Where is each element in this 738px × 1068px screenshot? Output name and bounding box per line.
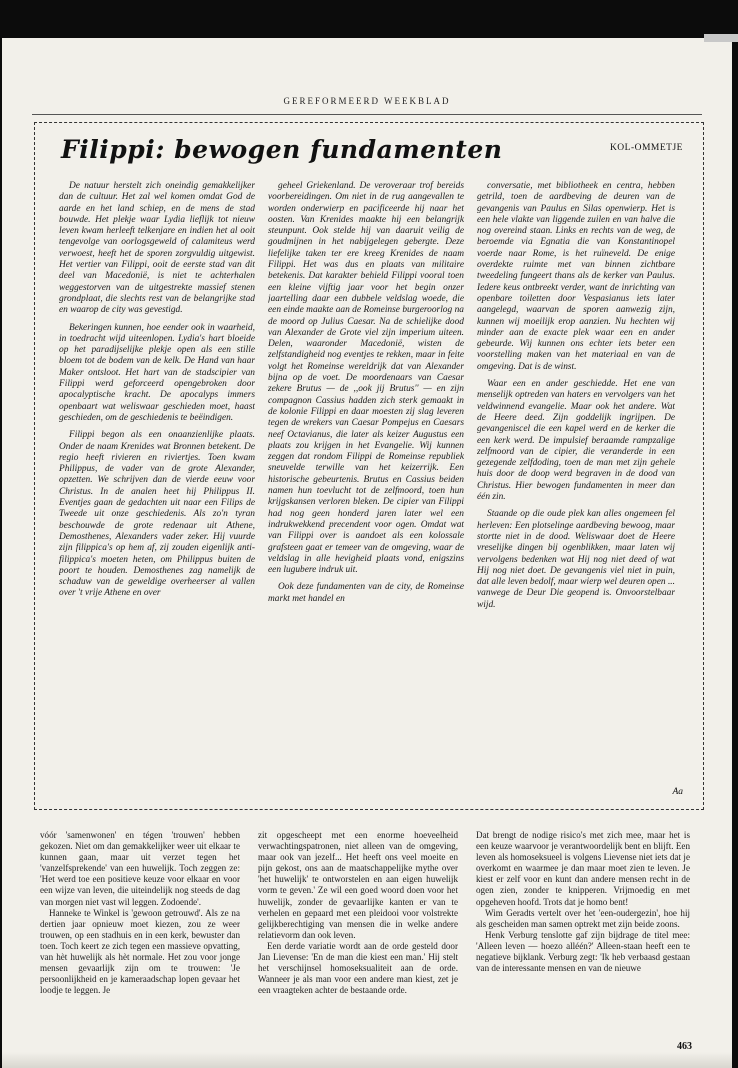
box-column-1 bbox=[59, 181, 255, 806]
rubric-label: KOL-OMMETJE bbox=[609, 143, 683, 153]
magazine-page bbox=[2, 38, 732, 1068]
paragraph: vóór 'samenwonen' en tégen 'trouwen' hebben gekozen. Niet om dan gemakkelijker weer uit elkaar te kunnen gaan, maar uit verzet tegen het 'vanzelfsprekende' van een huwelijk. Toch zeggen ze: 'Het werd toe een positieve keuze voor elkaar en voor een wijze van leven, die uiteindelijk nog steeds de dag van morgen niet vast wil leggen. Zodoende'. bbox=[40, 830, 240, 907]
box-column-3 bbox=[477, 181, 675, 806]
lower-column-3 bbox=[476, 830, 690, 1030]
paragraph: zit opgescheept met een enorme hoeveelheid verwachtingspatronen, niet alleen van de omgeving, maar ook van jezelf... Het heeft ons veel moeite en pijn gekost, ons aan de maatschappelijke mythe over 'het huwelijk' te ontworstelen en aan eigen huwelijk vorm te geven.' Ze wil een goed woord doen voor het huwelijk, zonder de gevaarlijke kanten er van te verhelen en gepaard met een pleidooi voor volstrekte gelijkberechtiging van mensen die in welke andere relatievorm dan ook leven. bbox=[258, 830, 458, 940]
page-edge-shadow bbox=[2, 1052, 732, 1068]
paragraph: Waar een en ander geschiedde. Het ene van menselijk optreden van haters en vervolgers van het veldwinnend evangelie. Maar ook het andere. Wat de Heere deed. Zijn goddelijk ingrijpen. De gevangeniscel die een kapel werd en de kerker die een kerk werd. De impulsief beraamde rampzalige zelfmoord van de cipier, die veranderde in een gezegende zelfdoding, toen de man met zijn gehele huis door de doop werd begraven in de dood van Christus. Hier bewogen fundamenten in meer dan één zin. bbox=[477, 379, 675, 503]
header-rule bbox=[32, 114, 702, 115]
paragraph: Henk Verburg tenslotte gaf zijn bijdrage de titel mee: 'Alleen leven — hoezo alléén?' Alleen-staan heeft een te negatieve bijklank. Verburg zegt: 'Ik heb verbaasd gestaan van de interessante mensen en van de nieuwe bbox=[476, 929, 690, 974]
column-box bbox=[34, 122, 704, 810]
article-title: Filippi: bewogen fundamenten bbox=[61, 135, 503, 164]
paragraph: Bekeringen kunnen, hoe eender ook in waarheid, in toedracht wijd uiteenlopen. Lydia's hart bloeide op het paradijselijke plekje open als een stille bloem tot de bodem van de kelk. De Hand van haar Maker ontsloot. Het hart van de stadscipier van Filippi werd geforceerd opengebroken door apocalyptische kracht. De apocalyps immers openbaart wat weliswaar geschieden moet, haast geschieden, om de geschiedenis te beëindigen. bbox=[59, 322, 255, 423]
box-column-2 bbox=[268, 181, 464, 806]
paragraph: De natuur herstelt zich oneindig gemakkelijker dan de cultuur. Het zal wel komen omdat God de aarde en het land schiep, en de mens de stad bouwde. Het plekje waar Lydia lieflijk tot nieuw leven kwam herleeft telkenjare en indien het al ooit tengevolge van oorlogsgeweld of calamiteus werd verwoest, heeft het de sporen zorgvuldig uitgewist. Het vertier van Filippi, ooit de eerste stad van dit deel van Macedonië, is niet te achterhalen weggestorven van de uitgestrekte massief stenen grondplaat, die slechts rest van de belangrijke stad en waarop de city was gevestigd. bbox=[59, 181, 255, 316]
paragraph: Ook deze fundamenten van de city, de Romeinse markt met handel en bbox=[268, 582, 464, 604]
paragraph: Staande op die oude plek kan alles ongemeen fel herleven: Een plotselinge aardbeving bewoog, maar stortte niet in de dood. Weliswaar doet de Heere vreselijke dingen bij ogenblikken, maar laten wij vervolgens bedenken wat Hij nog niet deed of wat Hij nog niet doet. De gevangenis viel niet in puin, dat alle leven bedolf, maar wierp wel deuren open ... vanwege de Deur Die geopend is. Onvoorstelbaar wijd. bbox=[477, 509, 675, 610]
paragraph: Filippi begon als een onaanzienlijke plaats. Onder de naam Krenides wat Bronnen betekent. De regio heeft rivieren en riviertjes. Toen kwam Philippus, de vader van de grote Alexander, opzetten. We schrijven dan de vierde eeuw voor Christus. In de analen heet hij Philippus II. Eventjes gaan de gedachten uit naar een Filips de Tweede uit onze geschiedenis. Als zo'n tyran beschouwde de grote redenaar uit Athene, Demosthenes, Alexanders vader zeker. Hij vuurde zijn filippica's op hem af, zij zouden eigenlijk anti-filippica's moeten heten, om Philippus buiten de poort te houden. Demosthenes zag namelijk de schaduw van de geweldige overheerser al vallen over 't vrije Athene en over bbox=[59, 430, 255, 599]
paragraph: Dat brengt de nodige risico's met zich mee, maar het is een keuze waarvoor je verantwoordelijk bent en blijft. Een leven als homoseksueel is volgens Lievense niet iets dat je overkomt en waarmee je dan maar moet zien te leven. Je kiest er zelf voor en kunt dan andere mensen recht in de ogen zien, zonder te knipperen. Vrijmoedig en met opgeheven hoofd. Trots dat je homo bent! bbox=[476, 830, 690, 907]
lower-column-2 bbox=[258, 830, 458, 1030]
author-signature: Aa bbox=[672, 787, 683, 797]
paragraph: Hanneke te Winkel is 'gewoon getrouwd'. Als ze na dertien jaar opnieuw moet kiezen, zou ze weer trouwen, op een stadhuis en in een kerk, bewuster dan toen. Toch keert ze zich tegen een massieve opvatting, van hèt huwelijk als hèt normale. Het zou voor jonge mensen gevaarlijk zijn om te trouwen: 'Je persoonlijkheid en je kameraadschap lopen gevaar het loodje te leggen. Je bbox=[40, 907, 240, 996]
paragraph: Wim Geradts vertelt over het 'een-oudergezin', hoe hij als gescheiden man samen optrekt met zijn beide zoons. bbox=[476, 907, 690, 929]
paragraph: Een derde variatie wordt aan de orde gesteld door Jan Lievense: 'En de man die kiest een man.' Hij stelt het verschijnsel homoseksualiteit aan de orde. Wanneer je als man voor een andere man kiest, zet je een vraagteken achter de bestaande orde. bbox=[258, 940, 458, 996]
running-head: GEREFORMEERD WEEKBLAD bbox=[283, 96, 451, 106]
scan-corner-mark bbox=[704, 34, 738, 42]
lower-column-1 bbox=[40, 830, 240, 1030]
paragraph: geheel Griekenland. De veroveraar trof bereids voorbereidingen. Om niet in de rug aangevallen te worden onderwierp en pacificeerde hij naar het oosten. Van Krenides maakte hij een belangrijk steunpunt. Ook stelde hij van daaruit veilig de goudmijnen in het nabijgelegen gebergte. Deze liefelijke taken ter ere kreeg Krenides de naam Filippi. Het was dus en plaats van militaire betekenis. Dat karakter behield Filippi vooral toen een kleine vijftig jaar voor het begin onzer jaartelling daar een dubbele veldslag woede, die een einde maakte aan de Romeinse burgeroorlog na de moord op Julius Caesar. Na de schielijke dood van Alexander de Grote viel zijn imperium uiteen. Delen, waaronder Macedonië, wisten de zelfstandigheid nog eventjes te rekken, maar in feite volgt het Romeinse wereldrijk dat van Alexander bijna op de voet. De moordenaars van Caesar zekere Brutus — de ,,ook jij Brutus'' — en zijn compagnon Cassius hadden zich sterk gemaakt in de kolonie Filippi en daar moesten zij slag leveren tegen de wrekers van Caesar Pompejus en Caesars neef Octavianus, die later als keizer Augustus een plaats zou krijgen in het Evangelie. Wij kunnen zeggen dat rondom Filippi de Romeinse republiek sneuvelde terwille van het keizerrijk. Een historische gebeurtenis. Brutus en Cassius beiden namen hun toevlucht tot de zelfmoord, toen hun krijgskansen verloren bleken. De cipier van Filippi had nog geen honderd jaren later wel een indrukwekkend precendent voor ogen. Omdat wat van Filippi over is aandoet als een kolossale grafsteen gaat er temeer van de omgeving, waar de veldslag in alle hevigheid plaats vond, enigszins een lugubere indruk uit. bbox=[268, 181, 464, 576]
paragraph: conversatie, met bibliotheek en centra, hebben getrild, toen de aardbeving de deuren van de gevangenis van Paulus en Silas openwierp. Het is een hele vlakte van liggende zuilen en van halve die nog overeind staan. Links en rechts van de weg, de beroemde via Egnatia die van Konstantinopel voerde naar Rome, is het ruïneveld. De enige overdekte ruimte met van binnen zichtbare tweedeling fungeert thans als de kerker van Paulus. Iedere keus ontbreekt verder, want de inrichting van openbare toiletten door Vespasianus iets later aangelegd, waarvan de sporen aanwezig zijn, kunnen wij moeilijk erop aanzien. Nu hechten wij minder aan de exacte plek waar een en ander gebeurde. Wij kunnen ons echter iets beter een voorstelling maken van het materiaal en van de omgeving. Dat is de winst. bbox=[477, 181, 675, 372]
page-number: 463 bbox=[677, 1041, 692, 1052]
